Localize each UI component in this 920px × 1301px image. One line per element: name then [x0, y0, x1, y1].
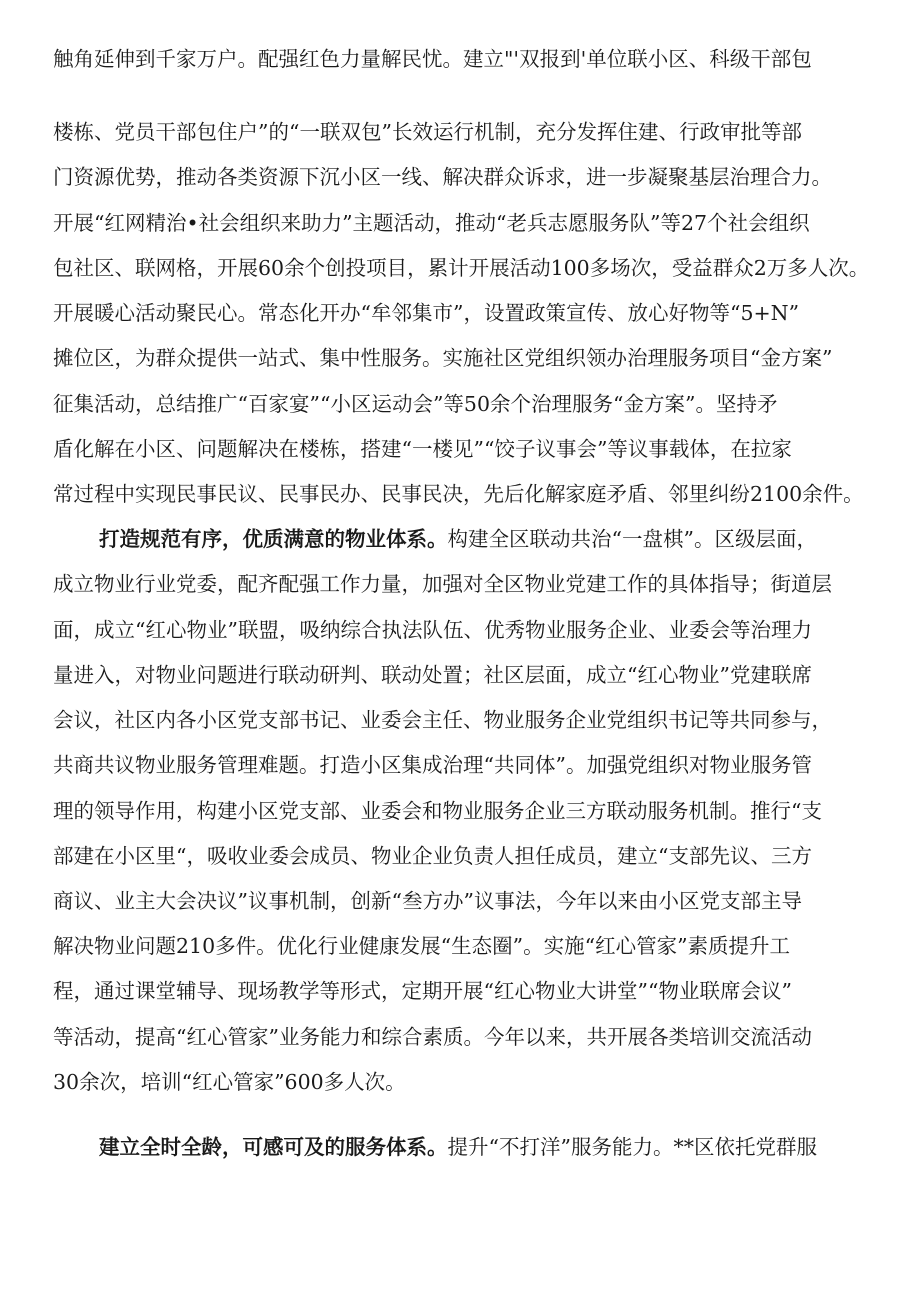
text-line: 触角延伸到千家万户。配强红色力量解民忧。建立"'双报到'单位联小区、科级干部包 — [53, 47, 812, 71]
text-line: 开展暖心活动聚民心。常态化开办“牟邻集市”，设置政策宣传、放心好物等“5+N” — [53, 301, 800, 325]
text-line: 程，通过课堂辅导、现场教学等形式，定期开展“红心物业大讲堂”“物业联席会议” — [53, 979, 792, 1003]
text-line: 解决物业问题210多件。优化行业健康发展“生态圈”。实施“红心管家”素质提升工 — [53, 934, 791, 958]
paragraph-heading: 打造规范有序，优质满意的物业体系。 — [99, 527, 448, 551]
text-line: 商议、业主大会决议”议事机制，创新“叁方办”议事法，今年以来由小区党支部主导 — [53, 889, 802, 913]
text-line: 等活动，提高“红心管家”业务能力和综合素质。今年以来，共开展各类培训交流活动 — [53, 1025, 812, 1049]
text-line: 门资源优势，推动各类资源下沉小区一线、解决群众诉求，进一步凝聚基层治理合力。 — [53, 165, 832, 189]
text-line: 包社区、联网格，开展60余个创投项目，累计开展活动100多场次，受益群众2万多人次。 — [53, 256, 870, 280]
text-line: 盾化解在小区、问题解决在楼栋，搭建“一楼见”“饺子议事会”等议事载体，在拉家 — [53, 437, 792, 461]
text-line: 常过程中实现民事民议、民事民办、民事民决，先后化解家庭矛盾、邻里纠纷2100余件。 — [53, 482, 864, 506]
text-line: 成立物业行业党委，配齐配强工作力量，加强对全区物业党建工作的具体指导；街道层 — [53, 572, 832, 596]
text-line: 开展“红网精治•社会组织来助力”主题活动，推动“老兵志愿服务队”等27个社会组织 — [53, 211, 810, 235]
text-line: 面，成立“红心物业”联盟，吸纳综合执法队伍、优秀物业服务企业、业委会等治理力 — [53, 618, 812, 642]
text-line: 楼栋、党员干部包住户”的“一联双包”长效运行机制，充分发挥住建、行政审批等部 — [53, 120, 802, 144]
text-line: 部建在小区里“，吸收业委会成员、物业企业负责人担任成员，建立“支部先议、三方 — [53, 844, 812, 868]
text-line: 摊位区，为群众提供一站式、集中性服务。实施社区党组织领办治理服务项目“金方案” — [53, 346, 833, 370]
text-line: 30余次，培训“红心管家”600多人次。 — [53, 1070, 406, 1094]
text-line: 量进入，对物业问题进行联动研判、联动处置；社区层面，成立“红心物业”党建联席 — [53, 663, 812, 687]
paragraph-heading: 建立全时全龄，可感可及的服务体系。 — [99, 1135, 448, 1159]
text-line: 征集活动，总结推广“百家宴”“小区运动会”等50余个治理服务“金方案”。坚持矛 — [53, 392, 778, 416]
paragraph-heading-line: 建立全时全龄，可感可及的服务体系。提升“不打洋”服务能力。**区依托党群服 — [99, 1135, 817, 1159]
text-line: 理的领导作用，构建小区党支部、业委会和物业服务企业三方联动服务机制。推行“支 — [53, 799, 822, 823]
paragraph-heading-line: 打造规范有序，优质满意的物业体系。构建全区联动共治“一盘棋”。区级层面， — [99, 527, 817, 551]
text-line: 会议，社区内各小区党支部书记、业委会主任、物业服务企业党组织书记等共同参与， — [53, 708, 832, 732]
text-line: 共商共议物业服务管理难题。打造小区集成治理“共同体”。加强党组织对物业服务管 — [53, 753, 812, 777]
